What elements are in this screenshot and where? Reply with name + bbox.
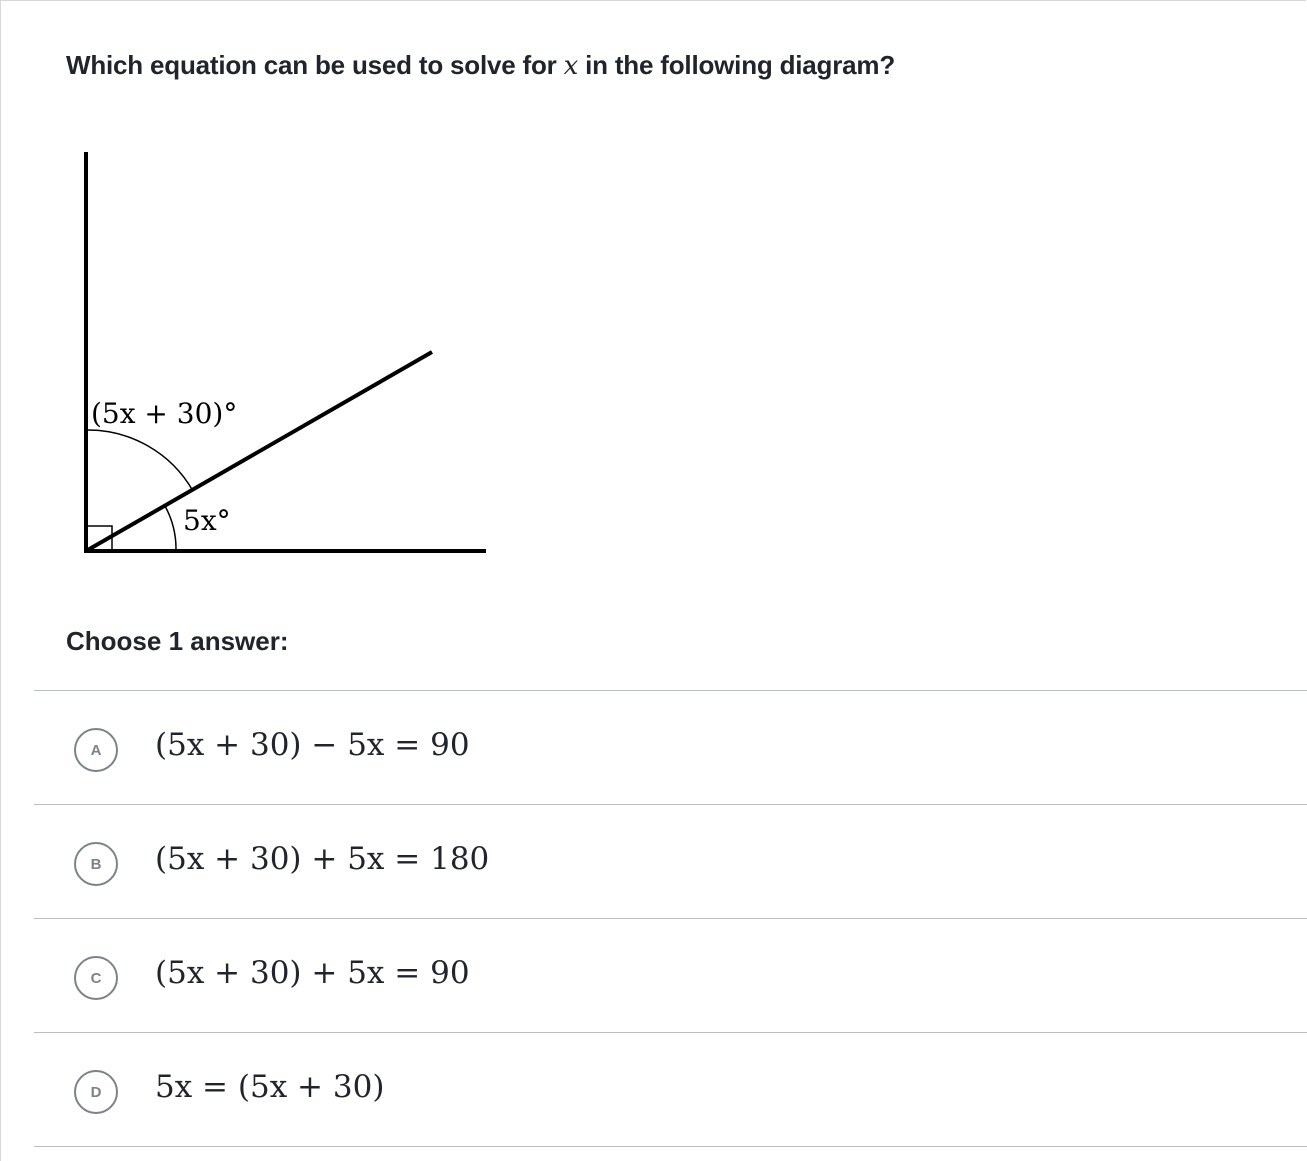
question-variable: x — [563, 51, 579, 81]
choice-d-letter-icon: D — [74, 1070, 118, 1114]
lower-angle-label: 5x° — [183, 504, 231, 537]
choice-c[interactable] — [34, 918, 1307, 1032]
choice-a-equation: (5x + 30) − 5x = 90 — [155, 727, 470, 763]
choice-d[interactable] — [34, 1032, 1307, 1147]
angle-diagram — [0, 0, 600, 600]
choice-d-equation: 5x = (5x + 30) — [155, 1069, 385, 1105]
question-prefix: Which equation can be used to solve for — [66, 50, 557, 80]
diagonal-ray — [86, 352, 432, 551]
upper-angle-label: (5x + 30)° — [91, 397, 238, 430]
choice-b-equation: (5x + 30) + 5x = 180 — [155, 841, 490, 877]
upper-angle-arc — [86, 430, 193, 491]
choice-a-letter-icon: A — [74, 728, 118, 772]
choose-label: Choose 1 answer: — [66, 626, 289, 656]
lower-angle-arc — [165, 506, 176, 551]
choice-c-letter-icon: C — [74, 956, 118, 1000]
question-suffix: in the following diagram? — [585, 50, 896, 80]
choice-a[interactable] — [34, 690, 1307, 804]
choice-b[interactable] — [34, 804, 1307, 918]
choice-b-letter-icon: B — [74, 842, 118, 886]
choice-c-equation: (5x + 30) + 5x = 90 — [155, 955, 470, 991]
